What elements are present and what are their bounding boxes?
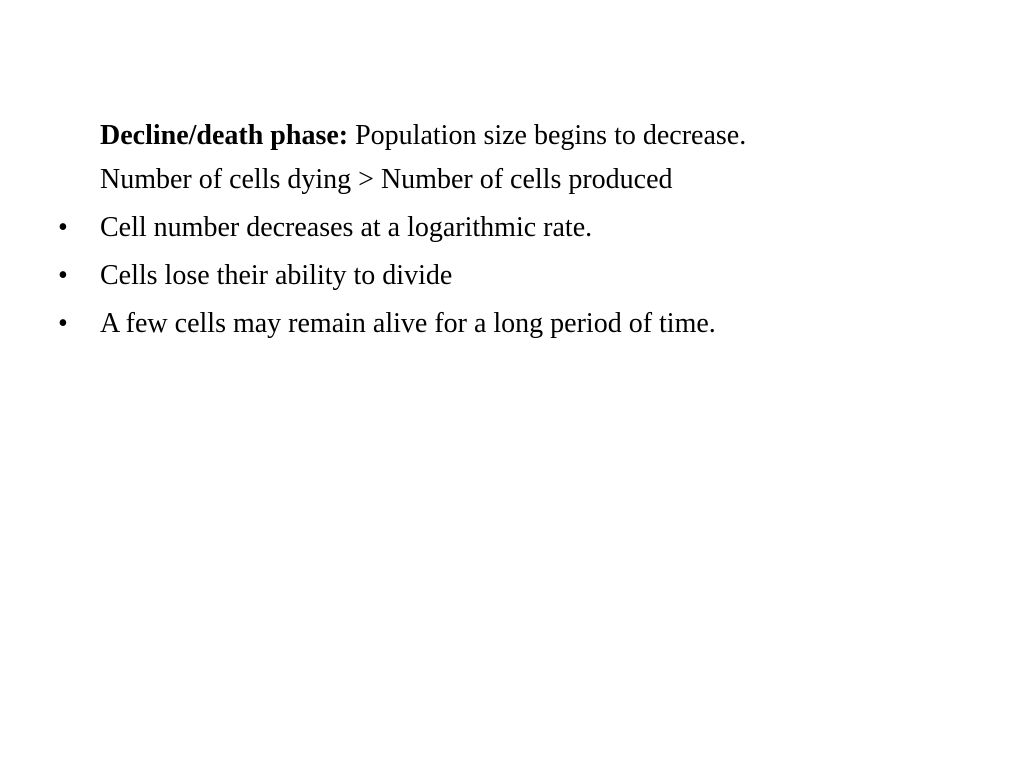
intro-line-1: [100, 122, 980, 166]
bullet-text: Cell number decreases at a logarithmic rate.: [100, 212, 593, 243]
bullet-text: Cells lose their ability to divide: [100, 260, 453, 291]
phase-term: Decline/death phase:: [100, 120, 349, 151]
bullet-icon: •: [58, 260, 68, 291]
bullet-icon: •: [58, 212, 68, 243]
bullet-item: [0, 214, 1000, 262]
bullet-item: [0, 310, 1000, 358]
bullet-list: [0, 214, 1000, 358]
intro-paragraph: [100, 122, 980, 210]
intro-line-2: Number of cells dying > Number of cells produced: [100, 164, 673, 195]
bullet-icon: •: [58, 308, 68, 339]
bullet-item: [0, 262, 1000, 310]
bullet-text: A few cells may remain alive for a long period of time.: [100, 308, 716, 339]
phase-description: Population size begins to decrease.: [348, 120, 747, 151]
